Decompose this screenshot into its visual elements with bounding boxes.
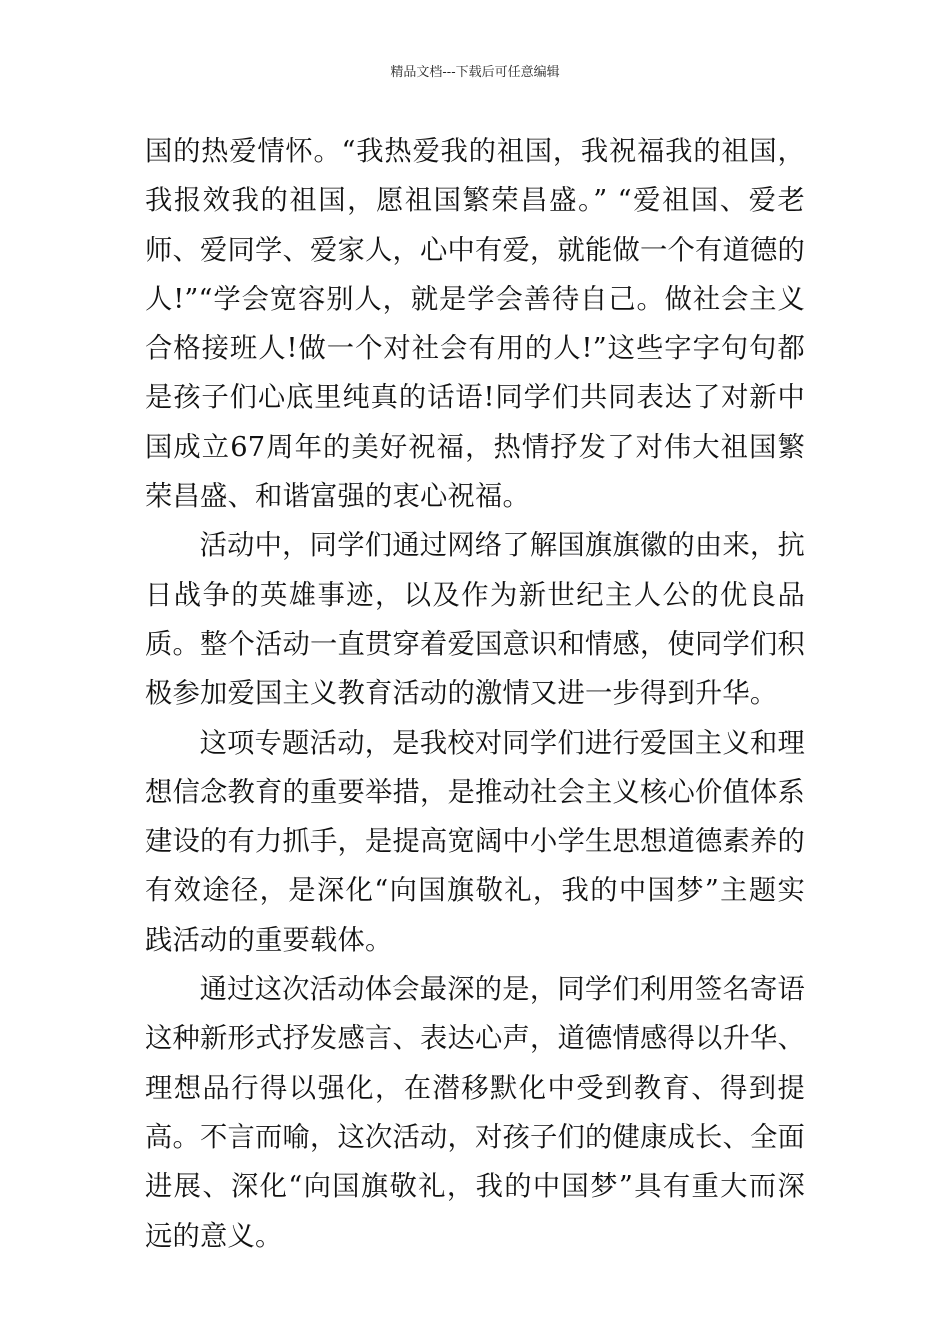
page-header: 精品文档---下载后可任意编辑 (390, 65, 560, 80)
paragraph-3: 这项专题活动，是我校对同学们进行爱国主义和理想信念教育的重要举措，是推动社会主义核心价值体系建设的有力抓手，是提高宽阔中小学生思想道德素养的有效途径，是深化“向国旗敬礼，我的中国梦”主题实践活动的重要载体。 (145, 727, 805, 956)
paragraph-4: 通过这次活动体会最深的是，同学们利用签名寄语这种新形式抒发感言、表达心声，道德情感得以升华、理想品行得以强化，在潜移默化中受到教育、得到提高。不言而喻，这次活动，对孩子们的健康成长、全面进展、深化“向国旗敬礼，我的中国梦”具有重大而深远的意义。 (145, 974, 805, 1252)
document-body (145, 127, 805, 1261)
paragraph-2: 活动中，同学们通过网络了解国旗旗徽的由来，抗日战争的英雄事迹，以及作为新世纪主人公的优良品质。整个活动一直贯穿着爱国意识和情感，使同学们积极参加爱国主义教育活动的激情又进一步得到升华。 (145, 530, 805, 710)
paragraph-1: 国的热爱情怀。“我热爱我的祖国，我祝福我的祖国，我报效我的祖国，愿祖国繁荣昌盛。” “爱祖国、爱老师、爱同学、爱家人，心中有爱，就能做一个有道德的人!”“学会宽容别人，就是学会善待自己。做社会主义合格接班人!做一个对社会有用的人!”这些字字句句都是孩子们心底里纯真的话语!同学们共同表达了对新中国成立67周年的美好祝福，热情抒发了对伟大祖国繁荣昌盛、和谐富强的衷心祝福。 (145, 136, 805, 513)
